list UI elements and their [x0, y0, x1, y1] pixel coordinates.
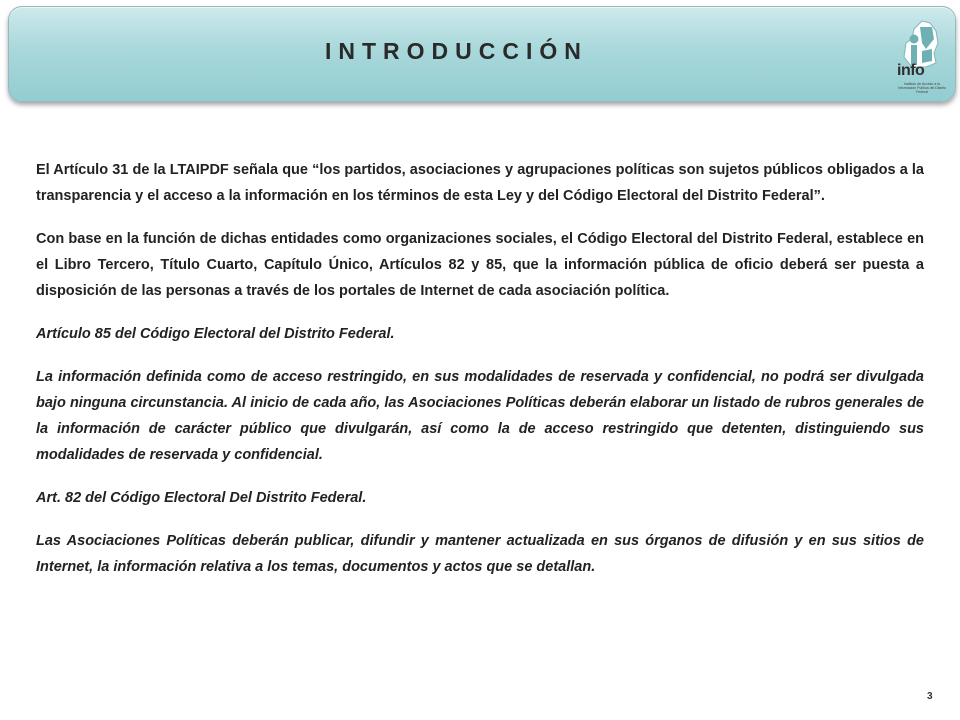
paragraph-article-31: El Artículo 31 de la LTAIPDF señala que “los partidos, asociaciones y agrupaciones políticas son sujetos públicos obligados a la transparencia y el acceso a la información en los términos de esta Ley y del Código Electoral del Distrito Federal”.: [36, 162, 924, 204]
paragraph-articulo-82: Las Asociaciones Políticas deberán publicar, difundir y mantener actualizada en sus órganos de difusión y en sus sitios de Internet, la información relativa a los temas, documentos y actos que se detallan.: [36, 533, 924, 575]
logo-subtitle: Instituto de Acceso a la Información Pública del Distrito Federal: [897, 82, 947, 94]
heading-articulo-85: Artículo 85 del Código Electoral del Distrito Federal.: [36, 326, 395, 342]
paragraph-articulo-85: La información definida como de acceso restringido, en sus modalidades de reservada y confidencial, no podrá ser divulgada bajo ninguna circunstancia. Al inicio de cada año, las Asociaciones Políticas deberán elaborar un listado de rubros generales de la información de carácter público que divulgarán, así como la de acceso restringido que detenten, distinguiendo sus modalidades de reservada y confidencial.: [36, 369, 924, 463]
content-body: [36, 157, 924, 597]
heading-articulo-82: Art. 82 del Código Electoral Del Distrito Federal.: [36, 490, 367, 506]
page-title: INTRODUCCIÓN: [325, 38, 588, 64]
logo-text: info: [897, 62, 925, 79]
paragraph-codigo-electoral: Con base en la función de dichas entidades como organizaciones sociales, el Código Electoral del Distrito Federal, establece en el Libro Tercero, Título Cuarto, Capítulo Único, Artículos 82 y 85, que la información pública de oficio deberá ser puesta a disposición de las personas a través de los portales de Internet de cada asociación política.: [36, 231, 924, 299]
page-number: 3: [927, 691, 933, 702]
